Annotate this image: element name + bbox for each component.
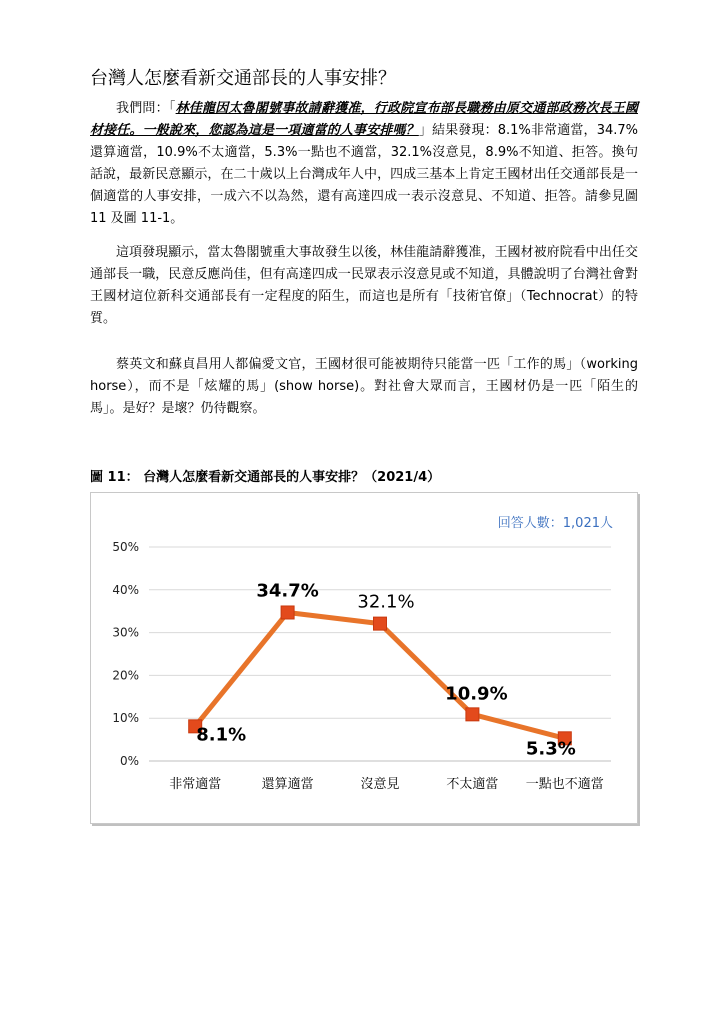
data-label: 5.3%: [525, 738, 576, 760]
x-tick-label: 還算適當: [261, 777, 314, 792]
line-chart: [91, 493, 637, 823]
survey-question: 林佳龍因太魯閣號事故請辭獲准，行政院宣布部長職務由原交通部政務次長王國材接任。一般說來，您認為這是一項適當的人事安排嗎？: [90, 101, 638, 138]
paragraph-1-body: 」結果發現：8.1%非常適當，34.7%還算適當，10.9%不太適當，5.3%一點也不適當，32.1%沒意見，8.9%不知道、拒答。換句話說，最新民意顯示，在二十歲以上台灣成年人中，四成三基本上肯定王國材出任交通部長是一個適當的人事安排，一成六不以為然，還有高達四成一表示沒意見、不知道、拒答。請參見圖 11 及圖 11-1。: [90, 123, 638, 226]
chart-frame: [90, 492, 638, 824]
paragraph-3: 蔡英文和蘇貞昌用人都偏愛文官，王國材很可能被期待只能當一匹「工作的馬」（working horse），而不是「炫耀的馬」(show horse)。對社會大眾而言，王國材仍是一匹「陌生的馬」。是好？是壞？仍待觀察。: [90, 357, 638, 416]
paragraph-1-lead: 我們問：「: [116, 101, 176, 116]
data-label: 8.1%: [196, 724, 247, 746]
y-tick-label: 40%: [112, 582, 139, 597]
y-tick-label: 30%: [112, 625, 139, 640]
figure-caption: 圖 11： 台灣人怎麼看新交通部長的人事安排？（2021/4）: [90, 470, 441, 485]
y-tick-label: 50%: [112, 540, 139, 554]
page-title: 台灣人怎麼看新交通部長的人事安排？: [90, 68, 396, 89]
x-tick-label: 沒意見: [360, 777, 400, 792]
y-tick-label: 10%: [112, 711, 139, 726]
data-point: [466, 708, 479, 721]
data-label: 34.7%: [256, 580, 319, 602]
data-label: 32.1%: [357, 591, 415, 613]
data-label: 10.9%: [445, 683, 508, 705]
x-tick-label: 一點也不適當: [525, 777, 604, 792]
x-tick-label: 不太適當: [446, 777, 499, 792]
x-tick-label: 非常適當: [169, 777, 222, 792]
y-tick-label: 0%: [119, 754, 139, 768]
paragraph-1: [90, 98, 638, 230]
respondent-count-annotation: 回答人數：1,021人: [497, 516, 613, 531]
data-point: [374, 617, 387, 630]
data-point: [281, 606, 294, 619]
y-tick-label: 20%: [112, 668, 139, 683]
paragraph-2: 這項發現顯示，當太魯閣號重大事故發生以後，林佳龍請辭獲准，王國材被府院看中出任交通部長一職，民意反應尚佳，但有高達四成一民眾表示沒意見或不知道，具體說明了台灣社會對王國材這位新科交通部長有一定程度的陌生，而這也是所有「技術官僚」（Technocrat）的特質。: [90, 245, 638, 326]
